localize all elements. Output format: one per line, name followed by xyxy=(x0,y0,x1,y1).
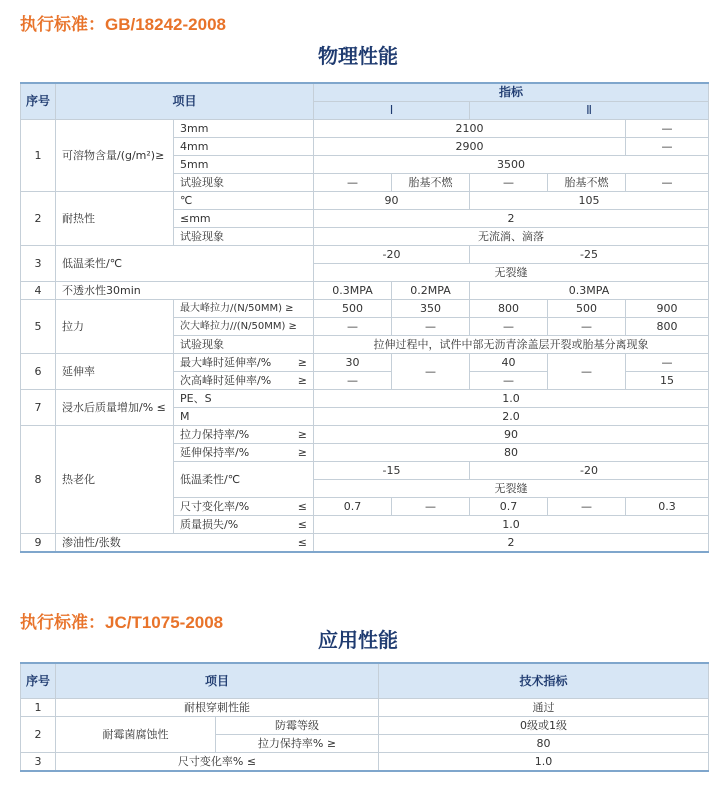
row-item-name: 浸水后质量增加/% ≤ xyxy=(56,390,174,426)
value-cell: — xyxy=(548,498,626,516)
sub-item: 3mm xyxy=(174,120,314,138)
value-cell: 1.0 xyxy=(379,753,709,772)
row-item-name: 不透水性30min xyxy=(56,282,314,300)
header-indicator: 指标 xyxy=(314,83,709,102)
row-number: 3 xyxy=(21,246,56,282)
value-cell: 0.2MPA xyxy=(392,282,470,300)
header-indicator: 技术指标 xyxy=(379,663,709,699)
table-row xyxy=(21,699,709,717)
value-cell: — xyxy=(392,498,470,516)
table-row xyxy=(21,282,709,300)
sub-item: 拉力保持率/% xyxy=(180,428,250,441)
table-row xyxy=(21,120,709,138)
value-cell: 2 xyxy=(314,534,709,553)
sub-item: 拉力保持率% ≥ xyxy=(216,735,379,753)
symbol: ≥ xyxy=(297,428,308,441)
row-number: 1 xyxy=(21,699,56,717)
row-number: 2 xyxy=(21,717,56,753)
value-cell: — xyxy=(392,354,470,390)
row-number: 4 xyxy=(21,282,56,300)
value-cell: 1.0 xyxy=(314,516,709,534)
standard-label-2: 执行标准：JC/T1075-2008 xyxy=(20,613,224,632)
value-cell: 2 xyxy=(314,210,709,228)
table-row xyxy=(21,246,709,264)
value-cell: 2.0 xyxy=(314,408,709,426)
value-cell: — xyxy=(626,120,709,138)
table-row xyxy=(21,717,709,735)
row-item-name: 热老化 xyxy=(56,426,174,534)
table-row xyxy=(21,300,709,318)
symbol: ≤ xyxy=(297,536,308,549)
value-cell: — xyxy=(548,354,626,390)
symbol: ≤ xyxy=(297,518,308,531)
row-item-name: 延伸率 xyxy=(56,354,174,390)
row-number: 7 xyxy=(21,390,56,426)
row-number: 3 xyxy=(21,753,56,772)
row-item-name: 耐霉菌腐蚀性 xyxy=(56,717,216,753)
value-cell: 800 xyxy=(470,300,548,318)
row-number: 8 xyxy=(21,426,56,534)
row-number: 2 xyxy=(21,192,56,246)
sub-item: 试验现象 xyxy=(174,174,314,192)
value-cell: 2100 xyxy=(314,120,626,138)
sub-item: 4mm xyxy=(174,138,314,156)
value-cell: 80 xyxy=(314,444,709,462)
sub-item: 防霉等级 xyxy=(216,717,379,735)
table-row xyxy=(21,354,709,372)
value-cell: — xyxy=(626,138,709,156)
sub-item: 最大峰时延伸率/% xyxy=(180,356,272,369)
value-cell: 2900 xyxy=(314,138,626,156)
header-no: 序号 xyxy=(21,663,56,699)
sub-item: 次大峰拉力//(N/50MM) ≥ xyxy=(174,318,314,336)
value-cell: — xyxy=(314,372,392,390)
symbol: ≥ xyxy=(297,356,308,369)
value-cell: 500 xyxy=(314,300,392,318)
value-cell: -20 xyxy=(314,246,470,264)
table-row xyxy=(21,534,709,553)
symbol: ≤ xyxy=(297,500,308,513)
sub-item: 试验现象 xyxy=(174,228,314,246)
value-cell: — xyxy=(626,174,709,192)
header-grade-1: Ⅰ xyxy=(314,102,470,120)
sub-item: 5mm xyxy=(174,156,314,174)
sub-item: M xyxy=(174,408,314,426)
value-cell: — xyxy=(314,318,392,336)
value-cell: 拉伸过程中，试件中部无沥青涂盖层开裂或胎基分离现象 xyxy=(314,336,709,354)
value-cell: 90 xyxy=(314,426,709,444)
value-cell: — xyxy=(314,174,392,192)
value-cell: -20 xyxy=(470,462,709,480)
table-row xyxy=(21,753,709,772)
row-item-name: 耐根穿刺性能 xyxy=(56,699,379,717)
value-cell: 15 xyxy=(626,372,709,390)
value-cell: 胎基不燃 xyxy=(392,174,470,192)
value-cell: 胎基不燃 xyxy=(548,174,626,192)
value-cell: 80 xyxy=(379,735,709,753)
sub-item: 最大峰拉力/(N/50MM) ≥ xyxy=(174,300,314,318)
value-cell: 900 xyxy=(626,300,709,318)
sub-item: PE、S xyxy=(174,390,314,408)
application-properties-table xyxy=(20,662,709,772)
value-cell: -15 xyxy=(314,462,470,480)
sub-item: 质量损失/% xyxy=(180,518,239,531)
value-cell: -25 xyxy=(470,246,709,264)
sub-item: ≤mm xyxy=(174,210,314,228)
value-cell: 40 xyxy=(470,354,548,372)
value-cell: 无裂缝 xyxy=(314,480,709,498)
value-cell: 通过 xyxy=(379,699,709,717)
value-cell: — xyxy=(470,372,548,390)
value-cell: 1.0 xyxy=(314,390,709,408)
value-cell: 无裂缝 xyxy=(314,264,709,282)
sub-item: 延伸保持率/% xyxy=(180,446,250,459)
value-cell: 0.3MPA xyxy=(470,282,709,300)
sub-item: 试验现象 xyxy=(174,336,314,354)
table-row xyxy=(21,192,709,210)
value-cell: 3500 xyxy=(314,156,709,174)
value-cell: 0级或1级 xyxy=(379,717,709,735)
physical-properties-table xyxy=(20,82,709,553)
symbol: ≥ xyxy=(297,446,308,459)
value-cell: — xyxy=(470,174,548,192)
value-cell: 350 xyxy=(392,300,470,318)
row-item-name: 可溶物含量/(g/m²)≥ xyxy=(56,120,174,192)
sub-item: 尺寸变化率/% xyxy=(180,500,250,513)
table-row xyxy=(21,390,709,408)
value-cell: 0.7 xyxy=(314,498,392,516)
row-item-name: 尺寸变化率% ≤ xyxy=(56,753,379,772)
row-number: 9 xyxy=(21,534,56,553)
value-cell: 90 xyxy=(314,192,470,210)
symbol: ≥ xyxy=(297,374,308,387)
table-row xyxy=(21,426,709,444)
row-item-name: 渗油性/张数 xyxy=(62,536,121,549)
value-cell: 500 xyxy=(548,300,626,318)
value-cell: 0.3 xyxy=(626,498,709,516)
row-number: 6 xyxy=(21,354,56,390)
standard-label-1: 执行标准：GB/18242-2008 xyxy=(20,15,226,34)
sub-item: ℃ xyxy=(174,192,314,210)
value-cell: — xyxy=(392,318,470,336)
section-title-application: 应用性能 xyxy=(318,628,398,652)
header-no: 序号 xyxy=(21,83,56,120)
row-number: 5 xyxy=(21,300,56,354)
row-item-name: 低温柔性/℃ xyxy=(56,246,314,282)
value-cell: — xyxy=(470,318,548,336)
sub-item: 次高峰时延伸率/% xyxy=(180,374,272,387)
header-item: 项目 xyxy=(56,663,379,699)
row-item-name: 耐热性 xyxy=(56,192,174,246)
value-cell: 30 xyxy=(314,354,392,372)
row-item-name: 拉力 xyxy=(56,300,174,354)
value-cell: — xyxy=(548,318,626,336)
value-cell: — xyxy=(626,354,709,372)
header-grade-2: Ⅱ xyxy=(470,102,709,120)
value-cell: 0.7 xyxy=(470,498,548,516)
section-title-physical: 物理性能 xyxy=(318,44,398,68)
sub-item: 低温柔性/℃ xyxy=(174,462,314,498)
value-cell: 800 xyxy=(626,318,709,336)
value-cell: 无流淌、滴落 xyxy=(314,228,709,246)
header-item: 项目 xyxy=(56,83,314,120)
value-cell: 0.3MPA xyxy=(314,282,392,300)
value-cell: 105 xyxy=(470,192,709,210)
row-number: 1 xyxy=(21,120,56,192)
